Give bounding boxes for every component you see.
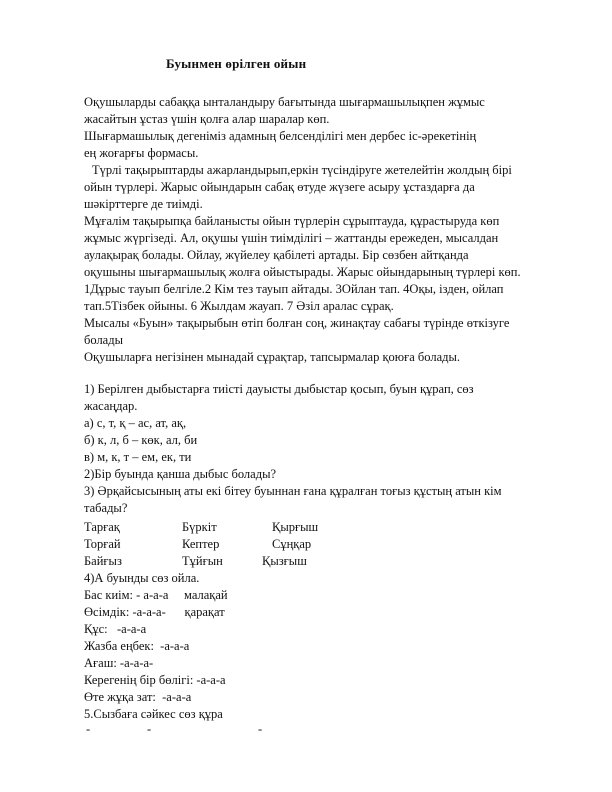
task4-line: Құс: -а-а-а [84, 622, 147, 636]
intro-line: Түрлі тақырыптарды ажарландырып,еркін түсіндіруге жетелейтін жолдың бірі [92, 163, 512, 177]
scheme-dash: - [258, 722, 263, 736]
bird-cell: Сұңқар [272, 537, 312, 551]
intro-line: болады [84, 333, 123, 347]
task4-line: Жазба еңбек: -а-а-а [84, 639, 190, 653]
intro-line: жасайтын ұстаз үшін қолға алар шаралар көп. [84, 112, 330, 126]
bird-cell: Қырғыш [272, 520, 319, 534]
task4-line: Өсімдік: -а-а-а- қарақат [84, 605, 225, 619]
task4-line: Ағаш: -а-а-а- [84, 656, 154, 670]
bird-cell: Тұйғын [182, 554, 223, 568]
task4-line: Өте жұқа зат: -а-а-а [84, 690, 192, 704]
task4-line: Бас киім: - а-а-а малақай [84, 588, 228, 602]
intro-line: оқушыны шығармашылық жолға ойыстырады. Жарыс ойындарының түрлері көп. [84, 265, 521, 279]
task-line: табады? [84, 501, 128, 515]
intro-line: Мысалы «Буын» тақырыбын өтіп болған соң, жинақтау сабағы түрінде өткізуге [84, 316, 510, 330]
intro-line: ойын түрлері. Жарыс ойындарын сабақ өтуде жүзеге асыру ұстаздарға да [84, 180, 475, 194]
task4-line: Керегенің бір бөлігі: -а-а-а [84, 673, 226, 687]
intro-line: ең жоғарғы формасы. [84, 146, 199, 160]
bird-cell: Торғай [84, 537, 121, 551]
scheme-dash: - [86, 722, 91, 736]
intro-line: Шығармашылық дегеніміз адамның белсенділігі мен дербес іс-әрекетінің [84, 129, 477, 143]
bird-cell: Қызғыш [262, 554, 307, 568]
intro-line: тап.5Тізбек ойыны. 6 Жылдам жауап. 7 Әзіл аралас сұрақ. [84, 299, 394, 313]
task-line: 2)Бір буында қанша дыбыс болады? [84, 467, 277, 481]
bird-cell: Бүркіт [182, 520, 217, 534]
bird-cell: Байғыз [84, 554, 122, 568]
intro-line: жұмыс жүргізеді. Ал, оқушы үшін тиімділігі – жаттанды ережеден, мысалдан [84, 231, 499, 245]
task4-line: 4)А буынды сөз ойла. [84, 571, 200, 585]
task-line: жасаңдар. [84, 399, 138, 413]
intro-line: шәкірттерге де тиімді. [84, 197, 203, 211]
task-line: 1) Берілген дыбыстарға тиісті дауысты дыбыстар қосып, буын құрап, сөз [84, 382, 474, 396]
intro-line: Мұғалім тақырыпқа байланысты ойын түрлерін сұрыптауда, құрастыруда көп [84, 214, 500, 228]
bird-cell: Кептер [182, 537, 220, 551]
intro-line: Оқушыларды сабаққа ынталандыру бағытында шығармашылықпен жұмыс [84, 95, 485, 109]
scheme-dash: - [147, 722, 152, 736]
bird-cell: Тарғақ [84, 520, 120, 534]
task-line: в) м, к, т – ем, ек, ти [84, 450, 192, 464]
task4-line: 5.Сызбаға сәйкес сөз құра [84, 707, 223, 721]
task-line: а) с, т, қ – ас, ат, ақ, [84, 416, 187, 430]
task-line: 3) Әрқайсысының аты екі бітеу буыннан ғана құралған тоғыз құстың атын кім [84, 484, 502, 498]
page-title: Буынмен өрілген ойын [166, 56, 307, 71]
task-line: б) к, л, б – көк, ал, би [84, 433, 198, 447]
intro-line: аулақырақ болады. Ойлау, жүйелеу қабілеті артады. Бір сөзбен айтқанда [84, 248, 469, 262]
intro-line: Оқушыларға негізінен мынадай сұрақтар, тапсырмалар қоюға болады. [84, 350, 461, 364]
intro-line: 1Дұрыс тауып белгіле.2 Кім тез тауып айтады. 3Ойлан тап. 4Оқы, ізден, ойлап [84, 282, 504, 296]
